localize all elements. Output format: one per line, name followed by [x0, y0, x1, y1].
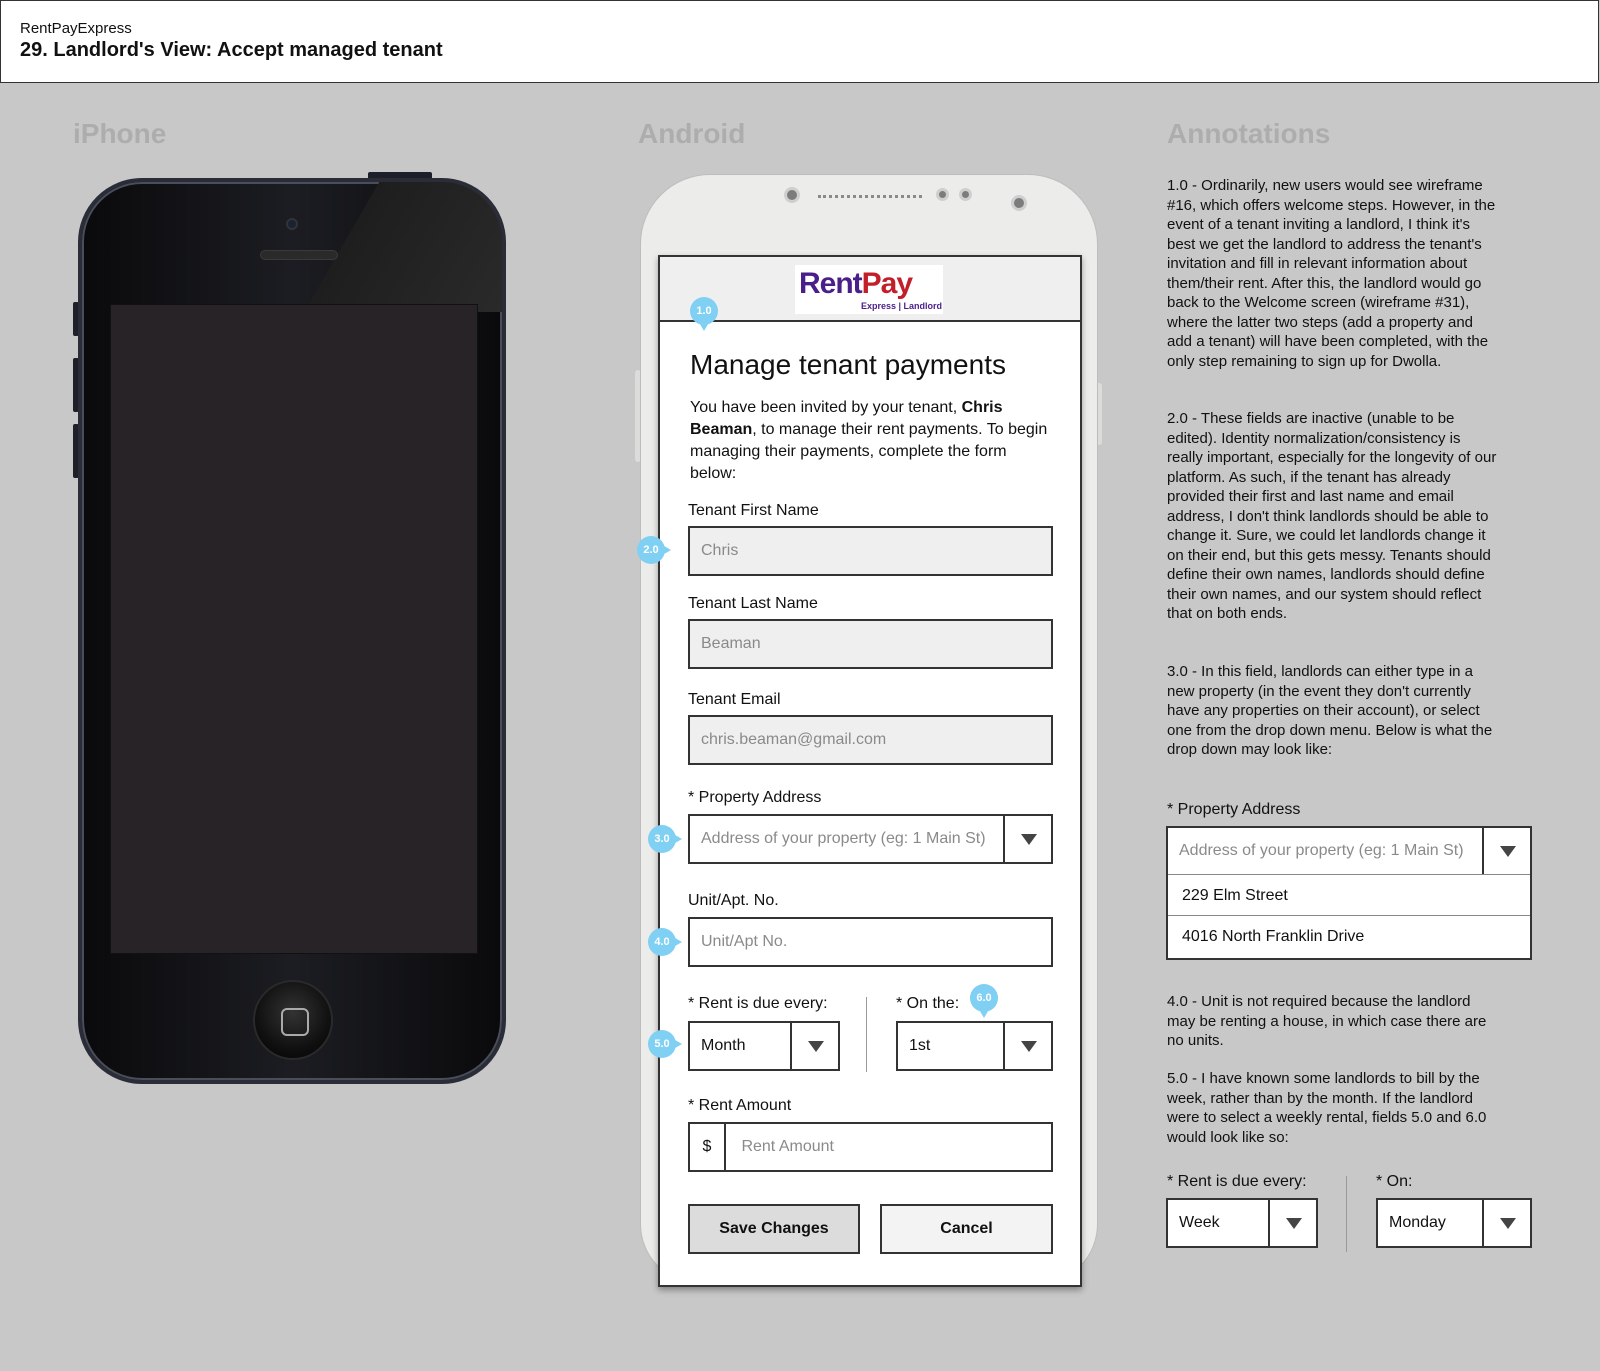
rent-on-select[interactable] — [896, 1021, 1053, 1071]
cancel-button[interactable]: Cancel — [880, 1204, 1053, 1254]
example-due-value: Week — [1179, 1214, 1220, 1231]
rent-on-value: 1st — [909, 1037, 931, 1054]
dropdown-option[interactable]: 4016 North Franklin Drive — [1168, 915, 1530, 956]
android-sensor-icon — [784, 187, 800, 203]
annotation-3: 3.0 - In this field, landlords can either type in a new property (in the event they don't currently have any properties on their account), or select one from the drop down menu. Below is what the drop down may look like: — [1167, 663, 1493, 758]
marker-5: 5.0 — [648, 1030, 676, 1058]
rent-amount-placeholder: Rent Amount — [741, 1138, 834, 1155]
first-name-field: Chris — [688, 526, 1053, 576]
email-field: chris.beaman@gmail.com — [688, 715, 1053, 765]
home-square-icon — [281, 1008, 309, 1036]
rentpay-logo — [795, 265, 943, 314]
example-property-placeholder: Address of your property (eg: 1 Main St) — [1179, 842, 1464, 859]
dropdown-arrow-icon — [1268, 1200, 1316, 1246]
android-speaker — [818, 195, 922, 199]
android-column-title: Android — [638, 118, 746, 149]
unit-label: Unit/Apt. No. — [688, 892, 779, 909]
rent-amount-label: * Rent Amount — [688, 1097, 792, 1114]
annotation-5: 5.0 - I have known some landlords to bill by the week, rather than by the month. If the landlord were to select a weekly rental, fields 5.0 and 6.0 would look like so: — [1167, 1070, 1487, 1146]
last-name-field: Beaman — [688, 619, 1053, 669]
android-sensor-icon — [936, 188, 949, 201]
intro-tenant-name: Chris Beaman — [690, 399, 1003, 438]
iphone-speaker — [260, 250, 338, 260]
last-name-label: Tenant Last Name — [688, 595, 818, 612]
app-name: RentPayExpress — [20, 20, 132, 37]
annotation-4: 4.0 - Unit is not required because the landlord may be renting a house, in which case there are no units. — [1167, 993, 1487, 1049]
save-changes-button[interactable]: Save Changes — [688, 1204, 860, 1254]
form-heading: Manage tenant payments — [690, 349, 1006, 380]
property-address-label: * Property Address — [688, 789, 822, 806]
example-property-select — [1166, 826, 1532, 876]
logo-wordmark — [799, 267, 912, 301]
field-divider — [1346, 1176, 1347, 1252]
rent-due-select[interactable] — [688, 1021, 840, 1071]
marker-2: 2.0 — [637, 536, 665, 564]
example-due-label: * Rent is due every: — [1167, 1173, 1307, 1190]
unit-input[interactable]: Unit/Apt No. — [688, 917, 1053, 967]
rent-due-label: * Rent is due every: — [688, 995, 828, 1012]
intro-text — [690, 397, 1052, 485]
example-due-select — [1166, 1198, 1318, 1248]
iphone-screen — [110, 304, 478, 954]
marker-4: 4.0 — [648, 928, 676, 956]
rent-amount-input[interactable] — [688, 1122, 1053, 1172]
example-on-select — [1376, 1198, 1532, 1248]
marker-6: 6.0 — [970, 984, 998, 1012]
marker-1: 1.0 — [690, 297, 718, 325]
property-address-select[interactable] — [688, 814, 1053, 864]
iphone-column-title: iPhone — [73, 118, 167, 149]
rent-on-label: * On the: — [896, 995, 960, 1012]
dropdown-arrow-icon[interactable] — [790, 1023, 838, 1069]
annotation-2: 2.0 - These fields are inactive (unable to be edited). Identity normalization/consistency is really important, especially for the longevity of our platform. As such, if the tenant has already provided their first and last name and email address, I don't think landlords should be able to change it. Sure, we could let landlords change it on their end, but this gets messy. Tenants should define their own names, landlords should define their own names, and our system should reflect that on both ends. — [1167, 410, 1497, 622]
android-sensor-icon — [959, 188, 972, 201]
example-dropdown-list — [1166, 874, 1532, 960]
logo-tagline: Express | Landlord — [861, 301, 943, 311]
android-camera-icon — [1011, 195, 1027, 211]
iphone-glass-reflection — [262, 182, 506, 312]
example-property-label: * Property Address — [1167, 801, 1301, 818]
dropdown-arrow-icon — [1482, 828, 1530, 874]
email-label: Tenant Email — [688, 691, 781, 708]
property-address-placeholder: Address of your property (eg: 1 Main St) — [701, 830, 986, 847]
page-header — [0, 0, 1599, 83]
annotations-column-title: Annotations — [1167, 118, 1331, 149]
dropdown-arrow-icon[interactable] — [1003, 1023, 1051, 1069]
dropdown-arrow-icon[interactable] — [1003, 816, 1051, 862]
page-title: 29. Landlord's View: Accept managed tenant — [20, 39, 443, 61]
dollar-prefix: $ — [690, 1124, 726, 1170]
annotation-1: 1.0 - Ordinarily, new users would see wireframe #16, which offers welcome steps. However, in the event of a tenant inviting a landlord, I think it's best we get the landlord to address the tenant's invitation and fill in relevant information about them/their rent. After this, the landlord would go back to the Welcome screen (wireframe #31), where the latter two steps (add a property and add a tenant) will have been completed, with the only step remaining to sign up for Dwolla. — [1167, 177, 1496, 370]
iphone-device — [78, 178, 506, 1084]
example-on-value: Monday — [1389, 1214, 1446, 1231]
first-name-label: Tenant First Name — [688, 502, 819, 519]
dropdown-option[interactable]: 229 Elm Street — [1168, 874, 1530, 915]
field-divider — [866, 997, 867, 1072]
app-top-bar — [660, 257, 1080, 322]
example-on-label: * On: — [1376, 1173, 1413, 1190]
intro-after: , to manage their rent payments. To begin managing their payments, complete the form below: — [690, 421, 1048, 482]
iphone-home-button[interactable] — [253, 980, 333, 1060]
iphone-camera-icon — [286, 218, 298, 230]
logo-pay: Pay — [861, 267, 913, 300]
dropdown-arrow-icon — [1482, 1200, 1530, 1246]
logo-rent: Rent — [799, 267, 862, 300]
rent-due-value: Month — [701, 1037, 746, 1054]
intro-before: You have been invited by your tenant, — [690, 399, 962, 416]
marker-3: 3.0 — [648, 825, 676, 853]
